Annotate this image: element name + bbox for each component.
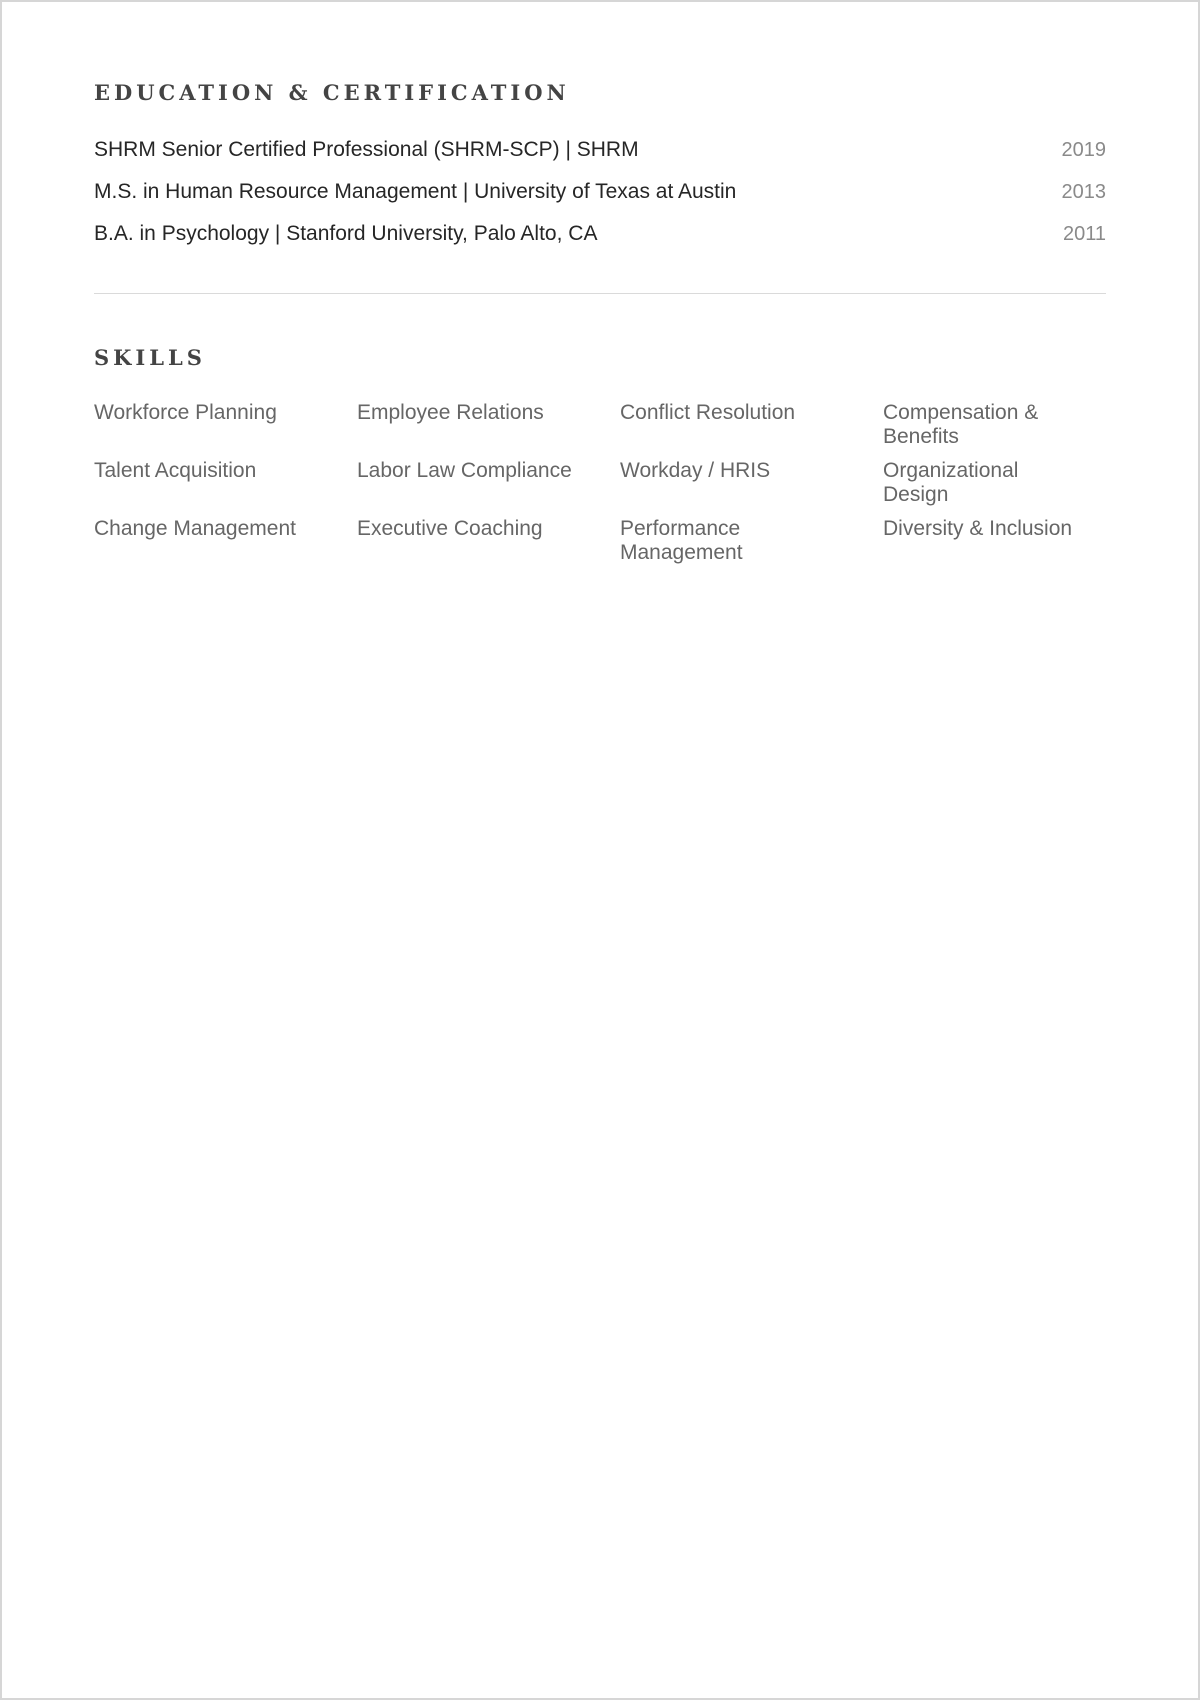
skill-item: Talent Acquisition xyxy=(94,459,257,482)
education-list xyxy=(94,136,1106,262)
education-item-year: 2013 xyxy=(1061,181,1106,203)
skill-item: Executive Coaching xyxy=(357,517,543,540)
skills-section xyxy=(94,343,1106,565)
skill-item: Diversity & Inclusion xyxy=(883,517,1073,540)
skills-grid xyxy=(94,401,1106,565)
education-item-text: M.S. in Human Resource Management | University of Texas at Austin xyxy=(94,180,737,203)
education-item xyxy=(94,220,1106,262)
skills-heading: SKILLS xyxy=(94,345,206,370)
education-item-year: 2011 xyxy=(1062,223,1106,245)
skill-item: Organizational Design xyxy=(883,459,1019,506)
skill-item: Workday / HRIS xyxy=(620,459,771,482)
skill-item: Workforce Planning xyxy=(94,401,277,424)
education-item-year: 2019 xyxy=(1061,139,1106,161)
skill-item: Labor Law Compliance xyxy=(357,459,572,482)
education-heading: EDUCATION & CERTIFICATION xyxy=(94,80,570,105)
skill-item: Compensation & Benefits xyxy=(883,401,1039,448)
skill-item: Employee Relations xyxy=(357,401,544,424)
education-item xyxy=(94,136,1106,178)
skill-item: Performance Management xyxy=(620,517,743,564)
education-item-text: SHRM Senior Certified Professional (SHRM-SCP) | SHRM xyxy=(94,138,639,161)
section-divider xyxy=(94,293,1106,294)
skill-item: Conflict Resolution xyxy=(620,401,796,424)
education-section xyxy=(94,78,1106,262)
skill-item: Change Management xyxy=(94,517,296,540)
education-item xyxy=(94,178,1106,220)
education-item-text: B.A. in Psychology | Stanford University, Palo Alto, CA xyxy=(94,222,598,245)
